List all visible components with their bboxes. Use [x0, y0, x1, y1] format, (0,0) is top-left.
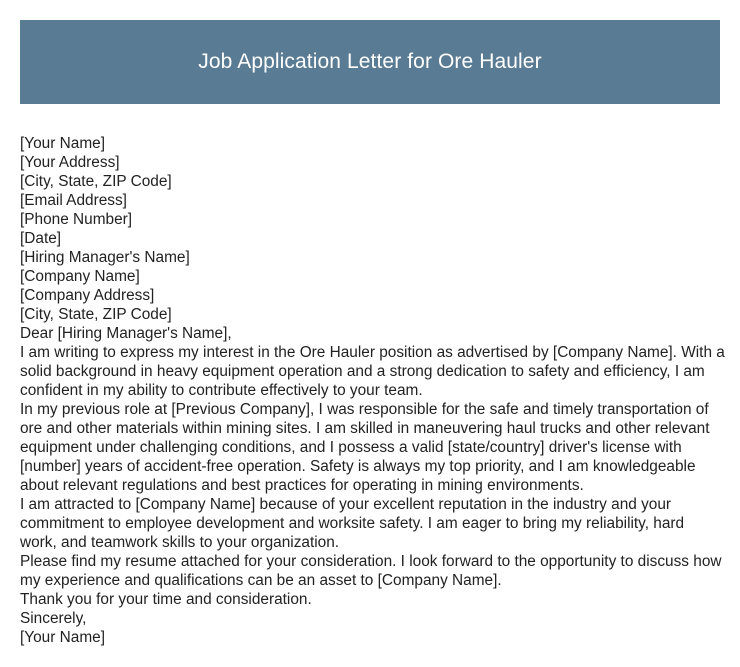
recipient-company-name: [Company Name] [20, 268, 140, 285]
recipient-city-state-zip: [City, State, ZIP Code] [20, 306, 172, 323]
paragraph-intro: I am writing to express my interest in the Ore Hauler position as advertised by [Company Name]. With a solid background in heavy equipment operation and a strong dedication to safety and efficiency, I am confident in my ability to contribute effectively to your team. [20, 344, 725, 399]
paragraph-resume: Please find my resume attached for your consideration. I look forward to the opportunity to discuss how my experience and qualifications can be an asset to [Company Name]. [20, 553, 722, 589]
sender-city-state-zip: [City, State, ZIP Code] [20, 173, 172, 190]
letter-date: [Date] [20, 230, 62, 247]
paragraph-motivation: I am attracted to [Company Name] because of your excellent reputation in the industry and your commitment to employee development and worksite safety. I am eager to bring my reliability, hard work, and teamwork skills to your organization. [20, 496, 685, 551]
sender-phone: [Phone Number] [20, 211, 133, 228]
letter-body [20, 134, 725, 647]
paragraph-experience: In my previous role at [Previous Company], I was responsible for the safe and timely transportation of ore and other materials within mining sites. I am skilled in maneuvering haul trucks and other relevant equipment under challenging conditions, and I possess a valid [state/country] driver's license with [number] years of accident-free operation. Safety is always my top priority, and I am knowledgeable about relevant regulations and best practices for operating in mining environments. [20, 401, 710, 494]
header-banner [20, 20, 720, 104]
salutation: Dear [Hiring Manager's Name], [20, 325, 232, 342]
recipient-hiring-manager: [Hiring Manager's Name] [20, 249, 190, 266]
closing: Sincerely, [20, 610, 87, 627]
page-title: Job Application Letter for Ore Hauler [198, 50, 542, 73]
paragraph-thanks: Thank you for your time and consideration. [20, 591, 312, 608]
sender-address: [Your Address] [20, 154, 120, 171]
sender-name: [Your Name] [20, 135, 105, 152]
signature-name: [Your Name] [20, 629, 105, 646]
sender-email: [Email Address] [20, 192, 127, 209]
recipient-company-address: [Company Address] [20, 287, 155, 304]
